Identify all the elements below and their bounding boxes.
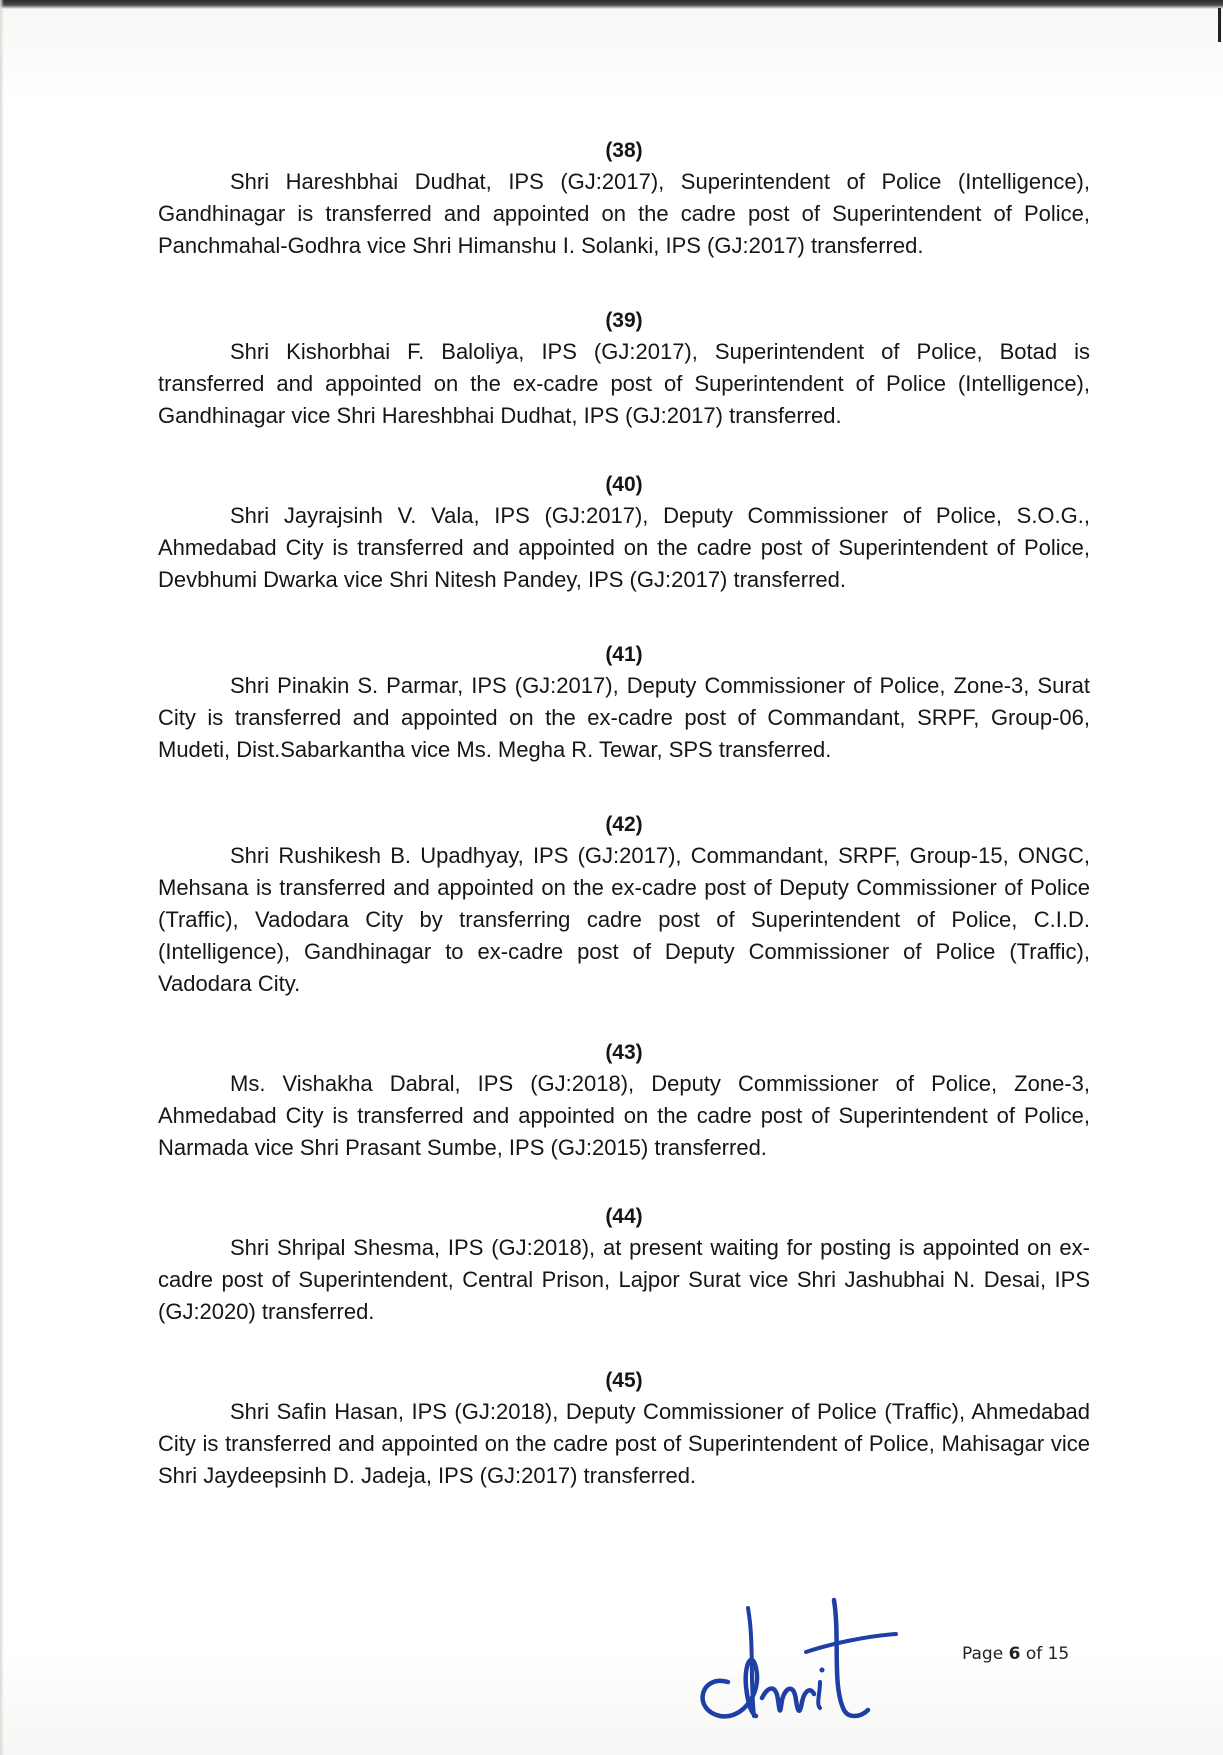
section-text: Ms. Vishakha Dabral, IPS (GJ:2018), Deputy Commissioner of Police, Zone-3, Ahmedabad City is transferred and appointed on the cadre post of Superintendent of Police, Narmada vice Shri Prasant Sumbe, IPS (GJ:2015) transferred. <box>158 1071 1090 1160</box>
section-number: (38) <box>605 139 643 162</box>
section-text: Shri Jayrajsinh V. Vala, IPS (GJ:2017), Deputy Commissioner of Police, S.O.G., Ahmedabad City is transferred and appointed on the cadre post of Superintendent of Police, Devbhumi Dwarka vice Shri Nitesh Pandey, IPS (GJ:2017) transferred. <box>158 503 1090 592</box>
section-text: Shri Safin Hasan, IPS (GJ:2018), Deputy Commissioner of Police (Traffic), Ahmedabad City is transferred and appointed on the cadre post of Superintendent of Police, Mahisagar vice Shri Jaydeepsinh D. Jadeja, IPS (GJ:2017) transferred. <box>158 1399 1090 1488</box>
section-number: (43) <box>605 1041 643 1064</box>
section-number: (42) <box>605 813 643 836</box>
page-label: Page <box>962 1644 1004 1664</box>
section-text: Shri Pinakin S. Parmar, IPS (GJ:2017), Deputy Commissioner of Police, Zone-3, Surat City is transferred and appointed on the ex-cadre post of Commandant, SRPF, Group-06, Mudeti, Dist.Sabarkantha vice Ms. Megha R. Tewar, SPS transferred. <box>158 673 1090 762</box>
section-text: Shri Rushikesh B. Upadhyay, IPS (GJ:2017), Commandant, SRPF, Group-15, ONGC, Mehsana is transferred and appointed on the ex-cadre post of Deputy Commissioner of Police (Traffic), Vadodara City by transferring cadre post of Superintendent of Police, C.I.D. (Intelligence), Gandhinagar to ex-cadre post of Deputy Commissioner of Police (Traffic), Vadodara City. <box>158 843 1090 996</box>
section-number: (40) <box>605 473 643 496</box>
section-text: Shri Hareshbhai Dudhat, IPS (GJ:2017), Superintendent of Police (Intelligence), Gandhinagar is transferred and appointed on the cadre post of Superintendent of Police, Panchmahal-Godhra vice Shri Himanshu I. Solanki, IPS (GJ:2017) transferred. <box>158 169 1090 258</box>
scan-top-edge <box>0 0 1223 9</box>
section-text: Shri Shripal Shesma, IPS (GJ:2018), at present waiting for posting is appointed on ex-cadre post of Superintendent, Central Prison, Lajpor Surat vice Shri Jashubhai N. Desai, IPS (GJ:2020) transferred. <box>158 1235 1090 1324</box>
page-current: 6 <box>1008 1644 1021 1664</box>
page-number <box>962 1644 1069 1664</box>
page-of: of <box>1025 1644 1043 1664</box>
scan-edge-mark <box>1218 8 1221 42</box>
order-section-42 <box>158 812 1090 1000</box>
order-section-40 <box>158 472 1090 596</box>
section-number: (44) <box>605 1205 643 1228</box>
section-number: (39) <box>605 309 643 332</box>
order-section-41 <box>158 642 1090 766</box>
section-number: (41) <box>605 643 643 666</box>
order-section-43 <box>158 1040 1090 1164</box>
signature <box>670 1590 910 1730</box>
section-number: (45) <box>605 1369 643 1392</box>
section-text: Shri Kishorbhai F. Baloliya, IPS (GJ:2017), Superintendent of Police, Botad is transferred and appointed on the ex-cadre post of Superintendent of Police (Intelligence), Gandhinagar vice Shri Hareshbhai Dudhat, IPS (GJ:2017) transferred. <box>158 339 1090 428</box>
document-body <box>158 138 1090 1492</box>
order-section-38 <box>158 138 1090 262</box>
order-section-45 <box>158 1368 1090 1492</box>
order-section-44 <box>158 1204 1090 1328</box>
page-total: 15 <box>1047 1644 1070 1664</box>
order-section-39 <box>158 308 1090 432</box>
scan-left-edge <box>0 0 4 1755</box>
